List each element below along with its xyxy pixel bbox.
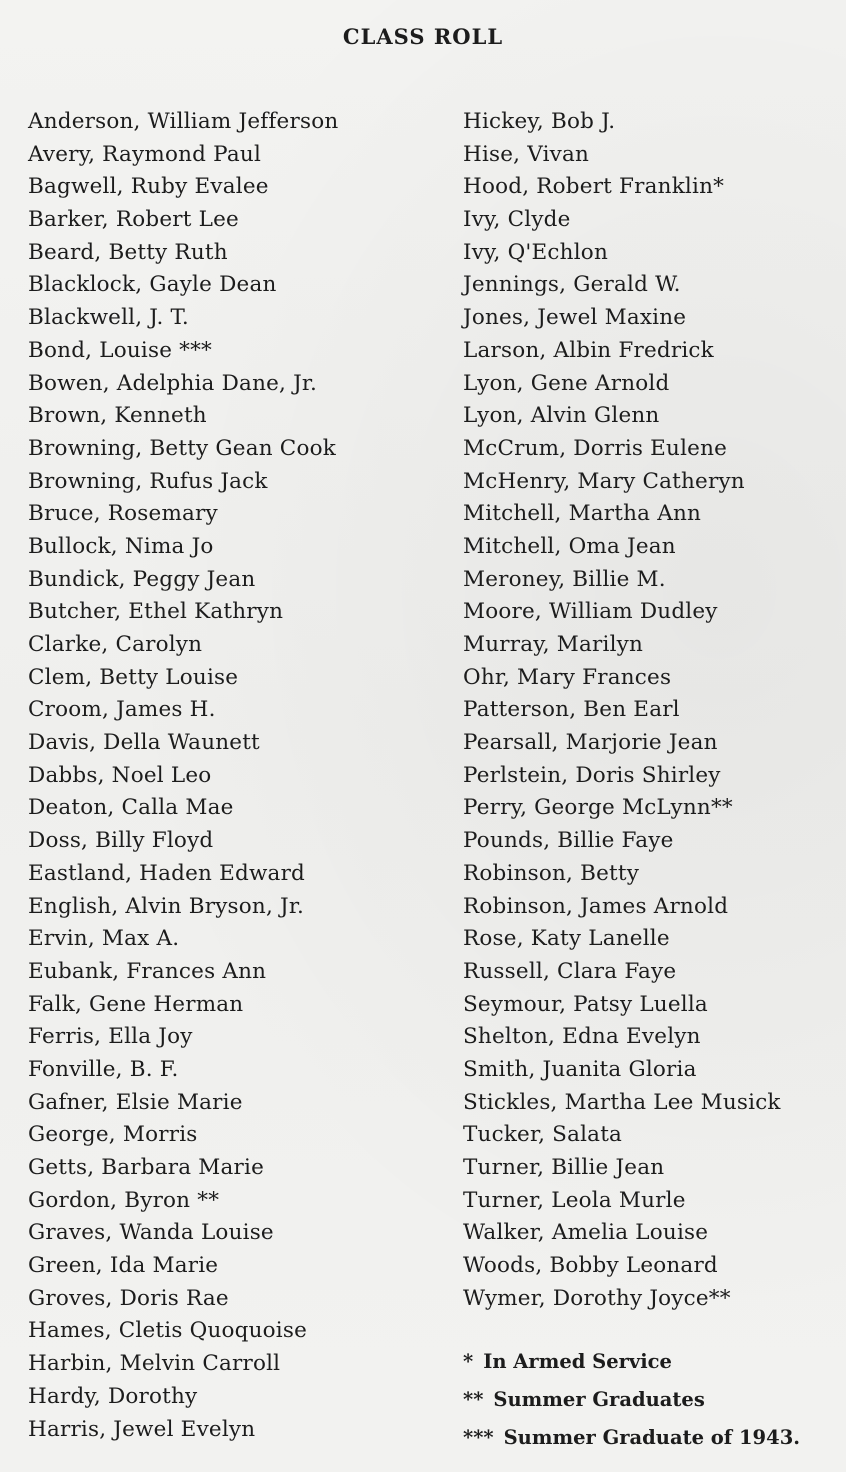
list-item: Falk, Gene Herman [28,991,244,1017]
list-item: Seymour, Patsy Luella [463,991,708,1017]
list-item: Tucker, Salata [463,1122,623,1148]
list-item: Patterson, Ben Earl [463,697,680,723]
footnote-marker: ** [463,1388,484,1411]
footnote [463,1419,838,1457]
list-item: Lyon, Alvin Glenn [463,403,660,429]
list-item: Turner, Leola Murle [463,1187,686,1213]
list-item: Clem, Betty Louise [28,664,239,690]
list-item: Turner, Billie Jean [463,1155,665,1180]
list-item: Stickles, Martha Lee Musick [463,1089,781,1115]
list-item: Harris, Jewel Evelyn [28,1416,256,1442]
list-item: Smith, Juanita Gloria [463,1056,697,1082]
list-item: Woods, Bobby Leonard [463,1253,718,1279]
list-item: Getts, Barbara Marie [28,1155,264,1180]
list-item: Meroney, Billie M. [463,566,666,592]
list-item: Pearsall, Marjorie Jean [463,730,718,756]
list-item: Deaton, Calla Mae [28,795,234,821]
footnote-text: Summer Graduates [493,1388,705,1411]
list-item: Bullock, Nima Jo [28,533,214,559]
list-item: Shelton, Edna Evelyn [463,1024,701,1050]
list-item: Bundick, Peggy Jean [28,566,256,592]
list-item: Larson, Albin Fredrick [463,337,714,363]
page-title: CLASS ROLL [342,24,504,49]
list-item: Ferris, Ella Joy [28,1024,193,1050]
list-item: Green, Ida Marie [28,1253,219,1279]
list-item: Rose, Katy Lanelle [463,926,670,952]
list-item: Clarke, Carolyn [28,632,203,657]
list-item: Robinson, James Arnold [463,893,729,919]
list-item: Mitchell, Martha Ann [463,501,702,527]
list-item: McHenry, Mary Catheryn [463,468,745,494]
list-item: Robinson, Betty [463,860,640,886]
footnotes [463,1343,838,1457]
list-item: Ivy, Q'Echlon [463,239,608,265]
list-item: Hames, Cletis Quoquoise [28,1318,308,1344]
list-item: Graves, Wanda Louise [28,1220,274,1246]
list-item: Hardy, Dorothy [28,1383,198,1409]
list-item: Gordon, Byron ** [28,1187,220,1213]
footnote-text: Summer Graduate of 1943. [503,1426,801,1449]
list-item: Perlstein, Doris Shirley [463,762,721,788]
list-item: Browning, Rufus Jack [28,468,268,494]
list-item: Wymer, Dorothy Joyce** [463,1285,731,1311]
list-item: Ivy, Clyde [463,207,571,233]
list-item: Doss, Billy Floyd [28,828,214,854]
list-item: Brown, Kenneth [28,403,207,429]
list-item: English, Alvin Bryson, Jr. [28,893,304,919]
list-item: George, Morris [28,1122,198,1148]
list-item: Bruce, Rosemary [28,501,218,527]
list-item: Bowen, Adelphia Dane, Jr. [28,370,318,396]
list-item: Gafner, Elsie Marie [28,1089,243,1115]
list-item: Beard, Betty Ruth [28,239,228,265]
list-item: Dabbs, Noel Leo [28,762,212,788]
footnote-marker: * [463,1350,474,1373]
list-item: Croom, James H. [28,697,216,723]
list-item: Ervin, Max A. [28,926,180,952]
list-item: Walker, Amelia Louise [463,1220,709,1246]
list-item: Anderson, William Jefferson [28,109,339,134]
list-item: Bagwell, Ruby Evalee [28,174,269,200]
list-item: Avery, Raymond Paul [28,141,262,167]
list-item: Harbin, Melvin Carroll [28,1351,281,1377]
right-name-column [463,106,838,1315]
list-item: Bond, Louise *** [28,337,213,363]
footnote-text: In Armed Service [483,1350,672,1373]
list-item: Eubank, Frances Ann [28,958,267,984]
list-item: Groves, Doris Rae [28,1285,229,1311]
list-item: Butcher, Ethel Kathryn [28,599,284,625]
list-item: Ohr, Mary Frances [463,664,672,690]
list-item: Blacklock, Gayle Dean [28,272,277,298]
list-item: Jones, Jewel Maxine [463,305,687,331]
list-item: Perry, George McLynn** [463,795,733,821]
list-item: Blackwell, J. T. [28,305,189,331]
list-item: Russell, Clara Faye [463,958,677,984]
list-item: Browning, Betty Gean Cook [28,435,336,461]
list-item: Barker, Robert Lee [28,207,239,233]
list-item: McCrum, Dorris Eulene [463,435,728,461]
list-item: Moore, William Dudley [463,599,718,625]
list-item: Murray, Marilyn [463,632,644,657]
list-item: Hood, Robert Franklin* [463,174,725,200]
list-item: Pounds, Billie Faye [463,828,674,854]
footnote-marker: *** [463,1426,494,1449]
list-item: Hickey, Bob J. [463,109,616,134]
list-item: Davis, Della Waunett [28,730,260,756]
list-item: Mitchell, Oma Jean [463,533,676,559]
list-item: Lyon, Gene Arnold [463,370,670,396]
list-item: Jennings, Gerald W. [463,272,681,298]
list-item: Hise, Vivan [463,141,590,167]
footnote [463,1381,838,1419]
footnote [463,1343,838,1381]
list-item: Eastland, Haden Edward [28,860,306,886]
left-name-column [28,106,448,1446]
list-item: Fonville, B. F. [28,1056,179,1082]
